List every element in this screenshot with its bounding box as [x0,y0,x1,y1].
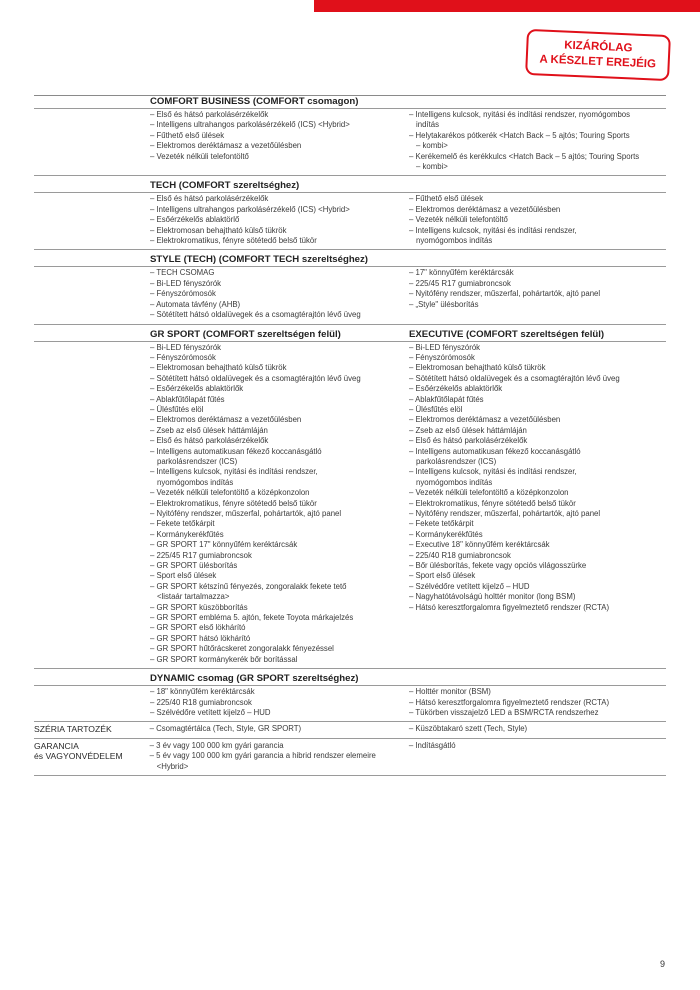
section-title-gr-executive [34,329,666,341]
section-title-executive: EXECUTIVE (COMFORT szereltségen felül) [409,328,605,340]
list-item: – Intelligens kulcsok, nyitási és indítási rendszer, nyomógombos [409,110,631,119]
tech-left [150,194,407,246]
list-item: – Első és hátsó parkolásérzékelők [409,436,528,446]
list-item: – Helytakarékos pótkerék <Hatch Back – 5 ajtós; Touring Sports [409,130,630,140]
section-tech [34,192,666,250]
section-style [34,266,666,324]
comfort-business-right [407,110,666,172]
list-item: – Fényszórómosók [150,289,216,299]
list-item: – kombi> [416,141,448,151]
gr-sport-list [150,343,407,666]
list-item: – Elektromos deréktámasz a vezetőülésben [409,415,561,425]
list-item: – Intelligens kulcsok, nyitási és indítási rendszer, [409,467,577,477]
list-item: – „Style" ülésborítás [409,299,479,309]
list-item: – Kormánykerékfűtés [150,529,224,539]
warranty-right [407,741,666,772]
section-warranty [34,739,666,776]
list-item: – Sötétített hátsó oldalüvegek és a csomagtérajtón lévő üveg [150,373,361,383]
serial-left [150,724,407,734]
list-item: – Elektrokromatikus, fényre sötétedő belső tükör [150,236,317,246]
serial-right [407,724,666,734]
section-title-comfort-business: COMFORT BUSINESS (COMFORT csomagon) [150,96,359,107]
style-right [407,268,666,320]
dynamic-right [407,687,666,718]
list-item: parkolásrendszer (ICS) [416,456,497,466]
list-item: – Intelligens automatikusan fékező koccanásgátló [409,446,581,456]
list-item: – 18" könnyűfém keréktárcsák [150,687,255,697]
list-item: nyomógombos indítás [157,477,234,487]
list-item: – Fekete tetőkárpit [409,519,474,529]
style-left [150,268,407,320]
list-item: – Első és hátsó parkolásérzékelők [150,436,269,446]
warranty-label-line-2: és VAGYONVÉDELEM [34,751,123,762]
list-item: – Sötétített hátsó oldalüvegek és a csomagtérajtón lévő üveg [150,310,361,320]
list-item: <listaár tartalmazza> [157,592,230,602]
list-item: parkolásrendszer (ICS) [157,456,238,466]
list-item: – 225/40 R18 gumiabroncsok [150,697,252,707]
list-item: – Esőérzékelős ablaktörlők [150,384,244,394]
stock-limited-stamp [525,29,671,81]
dynamic-left [150,687,407,718]
list-item: – Hátsó keresztforgalomra figyelmeztető rendszer (RCTA) [409,697,610,707]
list-item: – Fűthető első ülések [409,194,484,204]
list-item: – Szélvédőre vetített kijelző – HUD [409,581,530,591]
list-item: – Szélvédőre vetített kijelző – HUD [150,707,271,717]
warranty-left [150,741,407,772]
list-item: – Zseb az első ülések háttámláján [409,425,527,435]
list-item: – Intelligens kulcsok, nyitási és indítási rendszer, [409,225,577,235]
list-item: – Nyitófény rendszer, műszerfal, pohártartók, ajtó panel [409,289,601,299]
tech-right [407,194,666,246]
section-title-gr-sport: GR SPORT (COMFORT szereltségen felül) [150,328,341,340]
section-comfort-business [34,108,666,176]
section-title-style: STYLE (TECH) (COMFORT TECH szereltséghez) [150,254,369,266]
section-gr-executive [34,341,666,670]
executive-list [407,343,666,666]
list-item: – Elektrokromatikus, fényre sötétedő belső tükör [409,498,576,508]
list-item: – Automata távfény (AHB) [150,299,241,309]
list-item: – Vezeték nélküli telefontöltő a középkonzolon [409,488,569,498]
list-item: – Elektromosan behajtható külső tükrök [150,363,287,373]
list-item: – Vezeték nélküli telefontöltő a középkonzolon [150,488,310,498]
list-item: – Bi-LED fényszórók [150,278,222,288]
list-item: – Ablakfűtőlapát fűtés [150,394,225,404]
list-item: – Zseb az első ülések háttámláján [150,425,268,435]
list-item: – GR SPORT ülésborítás [150,561,238,571]
top-red-bar [314,0,700,12]
list-item: – Esőérzékelős ablaktörlők [409,384,503,394]
list-item: – Holttér monitor (BSM) [409,687,491,697]
list-item: – Ülésfűtés elöl [409,404,463,414]
list-item: – Ülésfűtés elöl [150,404,204,414]
list-item: – Vezeték nélküli telefontöltő [150,151,249,161]
list-item: – Elektromos deréktámasz a vezetőülésben [409,204,561,214]
list-item: – Executive 18" könnyűfém keréktárcsák [409,540,550,550]
list-item: – Fényszórómosók [409,352,475,362]
list-item: – Bi-LED fényszórók [150,342,222,352]
list-item: – 225/45 R17 gumiabroncsok [150,550,252,560]
section-title-tech: TECH (COMFORT szereltséghez) [150,180,300,192]
list-item: – 3 év vagy 100 000 km gyári garancia [149,740,284,750]
list-item: – Első és hátsó parkolásérzékelők [150,110,269,119]
list-item: – GR SPORT hátsó lökhárító [150,633,251,643]
list-item: – Elektromos deréktámasz a vezetőülésben [150,141,302,151]
list-item: – 17" könnyűfém keréktárcsák [409,268,514,278]
list-item: – Fűthető első ülések [150,130,225,140]
list-item: – Esőérzékelős ablaktörlő [150,215,240,225]
list-item: – Hátsó keresztforgalomra figyelmeztető rendszer (RCTA) [409,602,610,612]
list-item: – Ablakfűtőlapát fűtés [409,394,484,404]
list-item: – 5 év vagy 100 000 km gyári garancia a hibrid rendszer elemeire [149,751,376,761]
list-item: – Első és hátsó parkolásérzékelők [150,194,269,204]
list-item: – Elektromosan behajtható külső tükrök [150,225,287,235]
list-item: – Nyitófény rendszer, műszerfal, pohártartók, ajtó panel [150,509,342,518]
list-item: – Fekete tetőkárpit [150,519,215,529]
list-item: – Nyitófény rendszer, műszerfal, pohártartók, ajtó panel [409,509,601,518]
list-item: – Fényszórómosók [150,352,216,362]
list-item: – TECH CSOMAG [150,268,215,278]
section-title-dynamic: DYNAMIC csomag (GR SPORT szereltséghez) [150,673,359,685]
list-item: nyomógombos indítás [416,236,493,246]
list-item: – Nagyhatótávolságú holttér monitor (long BSM) [409,592,576,602]
warranty-label [34,741,150,772]
list-item: – GR SPORT kormánykerék bőr borítással [150,654,298,664]
list-item: – Intelligens kulcsok, nyitási és indítási rendszer, [150,467,318,477]
list-item: indítás [416,120,439,130]
list-item: – 225/40 R18 gumiabroncsok [409,550,511,560]
list-item: nyomógombos indítás [416,477,493,487]
list-item: – GR SPORT hűtőrácskeret zongoralakk fényezéssel [150,644,334,654]
list-item: – Vezeték nélküli telefontöltő [409,215,508,225]
list-item: – Küszöbtakaró szett (Tech, Style) [408,724,528,734]
list-item: – GR SPORT küszöbborítás [150,602,248,612]
list-item: – 225/45 R17 gumiabroncsok [409,278,511,288]
warranty-label-line-1: GARANCIA [34,740,79,751]
equipment-table [34,95,666,776]
list-item: – Elektromos deréktámasz a vezetőülésben [150,415,302,425]
list-item: – Intelligens ultrahangos parkolásérzékelő (ICS) <Hybrid> [150,204,350,214]
list-item: – Tükörben visszajelző LED a BSM/RCTA rendszerhez [409,707,599,717]
list-item: – Sötétített hátsó oldalüvegek és a csomagtérajtón lévő üveg [409,373,620,383]
stamp-line-1: KIZÁRÓLAG [563,39,633,55]
list-item: – Indításgátló [408,740,456,750]
list-item: – Elektromosan behajtható külső tükrök [409,363,546,373]
list-item: – GR SPORT embléma 5. ajtón, fekete Toyota márkajelzés [150,613,354,623]
serial-label: SZÉRIA TARTOZÉK [34,724,112,735]
list-item: – Csomagtértálca (Tech, Style, GR SPORT) [149,724,302,734]
list-item: <Hybrid> [156,761,189,771]
list-item: – Sport első ülések [150,571,217,581]
comfort-business-left [150,110,407,172]
list-item: – Sport első ülések [409,571,476,581]
page-number: 9 [660,959,666,969]
stamp-line-2: A KÉSZLET EREJÉIG [539,53,657,71]
list-item: – kombi> [416,162,448,172]
list-item: – GR SPORT első lökhárító [150,623,246,633]
list-item: – GR SPORT 17" könnyűfém keréktárcsák [150,540,298,550]
list-item: – Bi-LED fényszórók [409,342,481,352]
section-dynamic [34,685,666,722]
list-item: – Elektrokromatikus, fényre sötétedő belső tükör [150,498,317,508]
list-item: – Kerékemelő és kerékkulcs <Hatch Back – 5 ajtós; Touring Sports [409,151,640,161]
list-item: – Intelligens automatikusan fékező koccanásgátló [150,446,322,456]
section-serial [34,722,666,738]
list-item: – Kormánykerékfűtés [409,529,483,539]
list-item: – Bőr ülésborítás, fekete vagy opciós világosszürke [409,561,587,571]
list-item: – Intelligens ultrahangos parkolásérzékelő (ICS) <Hybrid> [150,120,350,130]
list-item: – GR SPORT kétszínű fényezés, zongoralakk fekete tető [150,581,347,591]
